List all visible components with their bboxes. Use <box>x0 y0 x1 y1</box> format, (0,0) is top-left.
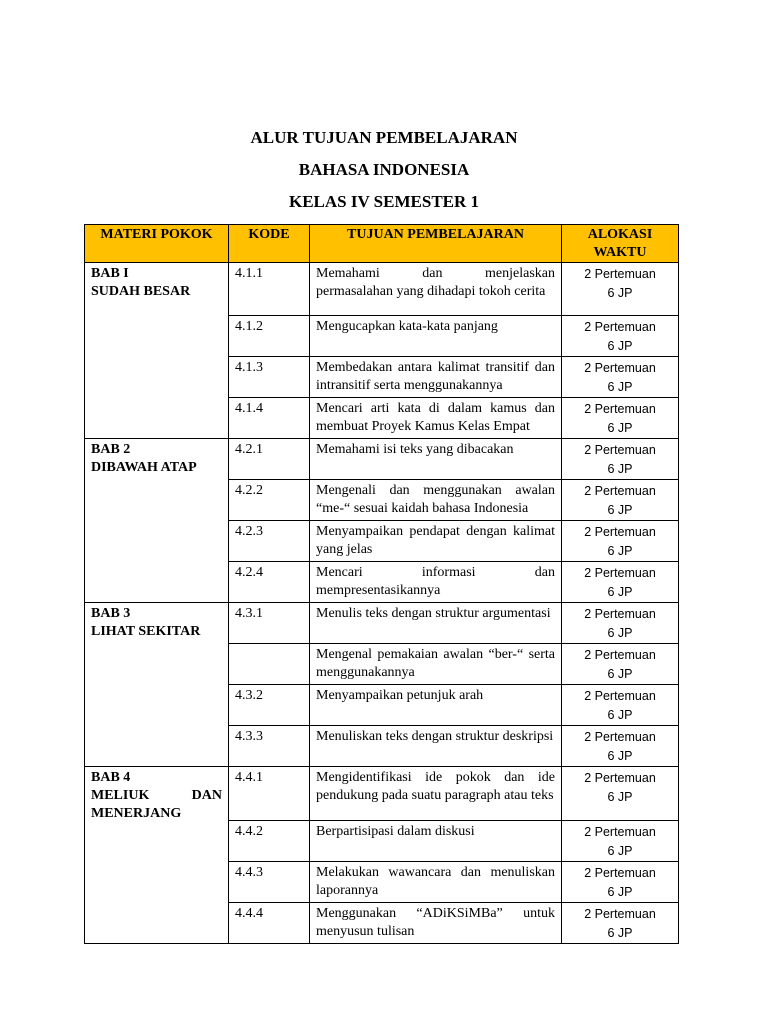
alokasi-jp: 6 JP <box>607 380 633 394</box>
alokasi-pertemuan: 2 Pertemuan <box>584 402 656 416</box>
tujuan-pembelajaran-cell: Menulis teks dengan struktur argumentasi <box>310 603 562 644</box>
kode-cell: 4.3.2 <box>229 685 310 726</box>
table-header-row <box>85 225 679 263</box>
alokasi-jp: 6 JP <box>607 462 633 476</box>
kode-cell <box>229 644 310 685</box>
tujuan-pembelajaran-cell: Mengidentifikasi ide pokok dan ide pendukung pada suatu paragraph atau teks <box>310 767 562 821</box>
alokasi-waktu-cell <box>562 862 679 903</box>
alokasi-waktu-cell <box>562 562 679 603</box>
kode-cell: 4.1.4 <box>229 398 310 439</box>
alokasi-pertemuan: 2 Pertemuan <box>584 484 656 498</box>
tujuan-pembelajaran-cell: Mencari arti kata di dalam kamus dan membuat Proyek Kamus Kelas Empat <box>310 398 562 439</box>
alokasi-waktu-cell <box>562 480 679 521</box>
kode-cell: 4.3.3 <box>229 726 310 767</box>
tujuan-pembelajaran-cell: Mengenali dan menggunakan awalan “me-“ sesuai kaidah bahasa Indonesia <box>310 480 562 521</box>
tujuan-pembelajaran-cell: Mengucapkan kata-kata panjang <box>310 316 562 357</box>
learning-objectives-table <box>84 224 679 944</box>
kode-cell: 4.1.3 <box>229 357 310 398</box>
kode-cell: 4.2.1 <box>229 439 310 480</box>
materi-pokok-cell <box>85 767 229 944</box>
header-alokasi-waktu: ALOKASI WAKTU <box>562 225 679 263</box>
document-subject: BAHASA INDONESIA <box>298 160 470 179</box>
tujuan-pembelajaran-cell: Berpartisipasi dalam diskusi <box>310 821 562 862</box>
kode-cell: 4.4.1 <box>229 767 310 821</box>
bab-number: BAB I <box>91 266 129 281</box>
alokasi-pertemuan: 2 Pertemuan <box>584 566 656 580</box>
alokasi-waktu-cell <box>562 439 679 480</box>
table-body <box>85 263 679 944</box>
table-row <box>85 767 679 821</box>
alokasi-pertemuan: 2 Pertemuan <box>584 730 656 744</box>
alokasi-jp: 6 JP <box>607 790 633 804</box>
bab-name: LIHAT SEKITAR <box>91 624 201 639</box>
kode-cell: 4.3.1 <box>229 603 310 644</box>
tujuan-pembelajaran-cell: Memahami dan menjelaskan permasalahan yang dihadapi tokoh cerita <box>310 263 562 316</box>
alokasi-waktu-cell <box>562 316 679 357</box>
alokasi-jp: 6 JP <box>607 286 633 300</box>
bab-name-continued: MENERJANG <box>91 806 182 821</box>
kode-cell: 4.1.2 <box>229 316 310 357</box>
kode-cell: 4.2.2 <box>229 480 310 521</box>
materi-pokok-cell <box>85 603 229 767</box>
alokasi-waktu-cell <box>562 685 679 726</box>
tujuan-pembelajaran-cell: Membedakan antara kalimat transitif dan intransitif serta menggunakannya <box>310 357 562 398</box>
tujuan-pembelajaran-cell: Menggunakan “ADiKSiMBa” untuk menyusun tulisan <box>310 903 562 944</box>
materi-pokok-cell <box>85 263 229 439</box>
header-materi-pokok: MATERI POKOK <box>85 225 229 263</box>
tujuan-pembelajaran-cell: Memahami isi teks yang dibacakan <box>310 439 562 480</box>
alokasi-waktu-cell <box>562 821 679 862</box>
alokasi-pertemuan: 2 Pertemuan <box>584 825 656 839</box>
header-kode: KODE <box>229 225 310 263</box>
bab-number: BAB 3 <box>91 606 131 621</box>
alokasi-jp: 6 JP <box>607 544 633 558</box>
alokasi-waktu-cell <box>562 603 679 644</box>
alokasi-jp: 6 JP <box>607 844 633 858</box>
alokasi-pertemuan: 2 Pertemuan <box>584 361 656 375</box>
alokasi-jp: 6 JP <box>607 585 633 599</box>
document-class-semester: KELAS IV SEMESTER 1 <box>288 192 480 211</box>
kode-cell: 4.4.4 <box>229 903 310 944</box>
alokasi-pertemuan: 2 Pertemuan <box>584 443 656 457</box>
alokasi-pertemuan: 2 Pertemuan <box>584 525 656 539</box>
alokasi-pertemuan: 2 Pertemuan <box>584 267 656 281</box>
alokasi-jp: 6 JP <box>607 667 633 681</box>
alokasi-jp: 6 JP <box>607 708 633 722</box>
alokasi-pertemuan: 2 Pertemuan <box>584 320 656 334</box>
tujuan-pembelajaran-cell: Melakukan wawancara dan menuliskan laporannya <box>310 862 562 903</box>
alokasi-waktu-cell <box>562 521 679 562</box>
materi-pokok-cell <box>85 439 229 603</box>
alokasi-jp: 6 JP <box>607 926 633 940</box>
tujuan-pembelajaran-cell: Menyampaikan petunjuk arah <box>310 685 562 726</box>
kode-cell: 4.1.1 <box>229 263 310 316</box>
alokasi-jp: 6 JP <box>607 503 633 517</box>
alokasi-jp: 6 JP <box>607 749 633 763</box>
alokasi-jp: 6 JP <box>607 885 633 899</box>
alokasi-waktu-cell <box>562 644 679 685</box>
alokasi-waktu-cell <box>562 398 679 439</box>
bab-number: BAB 4 <box>91 770 131 785</box>
tujuan-pembelajaran-cell: Menyampaikan pendapat dengan kalimat yang jelas <box>310 521 562 562</box>
bab-name: DIBAWAH ATAP <box>91 460 197 475</box>
alokasi-pertemuan: 2 Pertemuan <box>584 607 656 621</box>
kode-cell: 4.4.2 <box>229 821 310 862</box>
tujuan-pembelajaran-cell: Mencari informasi dan mempresentasikannya <box>310 562 562 603</box>
alokasi-pertemuan: 2 Pertemuan <box>584 648 656 662</box>
alokasi-waktu-cell <box>562 767 679 821</box>
document-title: ALUR TUJUAN PEMBELAJARAN <box>250 128 518 147</box>
kode-cell: 4.2.3 <box>229 521 310 562</box>
alokasi-waktu-cell <box>562 263 679 316</box>
alokasi-pertemuan: 2 Pertemuan <box>584 866 656 880</box>
kode-cell: 4.2.4 <box>229 562 310 603</box>
alokasi-jp: 6 JP <box>607 421 633 435</box>
alokasi-pertemuan: 2 Pertemuan <box>584 689 656 703</box>
table-row <box>85 603 679 644</box>
alokasi-waktu-cell <box>562 357 679 398</box>
tujuan-pembelajaran-cell: Mengenal pemakaian awalan “ber-“ serta menggunakannya <box>310 644 562 685</box>
tujuan-pembelajaran-cell: Menuliskan teks dengan struktur deskripsi <box>310 726 562 767</box>
alokasi-pertemuan: 2 Pertemuan <box>584 907 656 921</box>
table-row <box>85 439 679 480</box>
alokasi-waktu-cell <box>562 726 679 767</box>
alokasi-pertemuan: 2 Pertemuan <box>584 771 656 785</box>
bab-name: SUDAH BESAR <box>91 284 191 299</box>
table-row <box>85 263 679 316</box>
alokasi-jp: 6 JP <box>607 626 633 640</box>
document-title-block <box>0 122 768 218</box>
header-tujuan-pembelajaran: TUJUAN PEMBELAJARAN <box>310 225 562 263</box>
bab-number: BAB 2 <box>91 442 131 457</box>
bab-name: MELIUK DAN <box>91 788 222 803</box>
kode-cell: 4.4.3 <box>229 862 310 903</box>
alokasi-jp: 6 JP <box>607 339 633 353</box>
alokasi-waktu-cell <box>562 903 679 944</box>
